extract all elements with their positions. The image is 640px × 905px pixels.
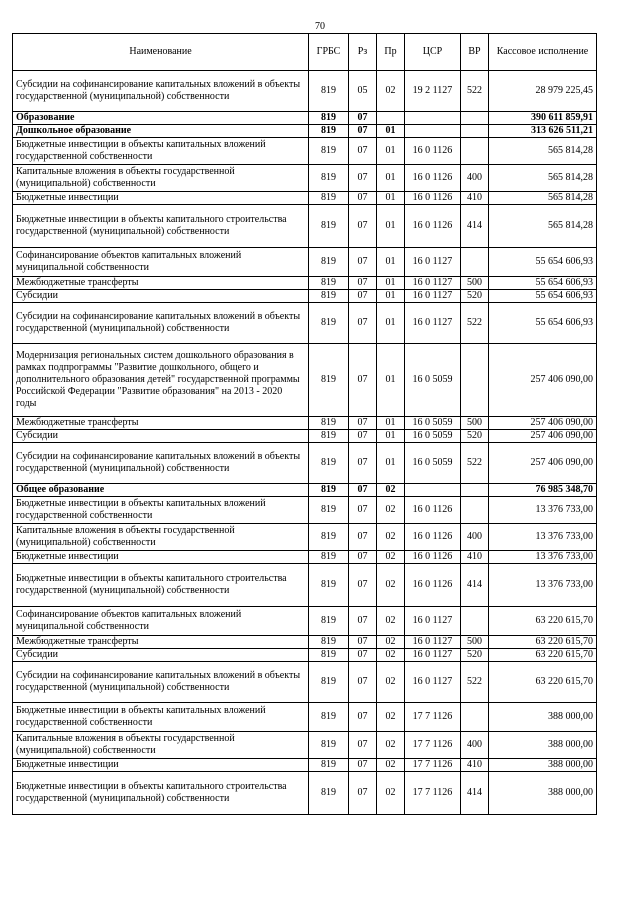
row-pr-cell: 02 <box>377 484 405 497</box>
row-grbs-cell: 819 <box>309 303 349 344</box>
table-row <box>13 192 597 205</box>
row-vr-cell <box>461 248 489 277</box>
row-rz-cell: 07 <box>349 417 377 430</box>
table-row <box>13 662 597 703</box>
row-amount-cell: 565 814,28 <box>489 192 597 205</box>
row-name-cell: Общее образование <box>13 484 309 497</box>
row-amount-cell: 257 406 090,00 <box>489 430 597 443</box>
table-row <box>13 551 597 564</box>
row-pr-cell <box>377 112 405 125</box>
row-rz-cell: 07 <box>349 649 377 662</box>
row-rz-cell: 07 <box>349 772 377 815</box>
row-grbs-cell: 819 <box>309 430 349 443</box>
row-name-cell: Субсидии на софинансирование капитальных вложений в объекты государственной (муниципальной) собственности <box>13 443 309 484</box>
row-vr-cell <box>461 125 489 138</box>
row-pr-cell: 02 <box>377 662 405 703</box>
row-csr-cell: 16 0 5059 <box>405 417 461 430</box>
row-pr-cell: 02 <box>377 607 405 636</box>
row-amount-cell: 55 654 606,93 <box>489 290 597 303</box>
table-row <box>13 607 597 636</box>
row-grbs-cell: 819 <box>309 772 349 815</box>
row-grbs-cell: 819 <box>309 344 349 417</box>
row-vr-cell: 520 <box>461 430 489 443</box>
row-csr-cell: 16 0 1126 <box>405 205 461 248</box>
row-csr-cell: 16 0 1126 <box>405 192 461 205</box>
row-csr-cell: 16 0 1127 <box>405 290 461 303</box>
row-name-cell: Субсидии на софинансирование капитальных вложений в объекты государственной (муниципальной) собственности <box>13 71 309 112</box>
row-rz-cell: 07 <box>349 636 377 649</box>
row-name-cell: Софинансирование объектов капитальных вложений муниципальной собственности <box>13 248 309 277</box>
table-row <box>13 417 597 430</box>
row-grbs-cell: 819 <box>309 564 349 607</box>
row-grbs-cell: 819 <box>309 192 349 205</box>
row-rz-cell: 07 <box>349 248 377 277</box>
table-row <box>13 564 597 607</box>
row-vr-cell: 414 <box>461 772 489 815</box>
row-amount-cell: 55 654 606,93 <box>489 303 597 344</box>
row-rz-cell: 07 <box>349 205 377 248</box>
row-rz-cell: 07 <box>349 497 377 524</box>
row-csr-cell: 16 0 1127 <box>405 303 461 344</box>
row-csr-cell: 16 0 1127 <box>405 649 461 662</box>
row-vr-cell: 520 <box>461 290 489 303</box>
row-pr-cell: 01 <box>377 430 405 443</box>
row-csr-cell: 16 0 1126 <box>405 138 461 165</box>
row-grbs-cell: 819 <box>309 248 349 277</box>
row-grbs-cell: 819 <box>309 649 349 662</box>
row-grbs-cell: 819 <box>309 524 349 551</box>
row-pr-cell: 01 <box>377 248 405 277</box>
row-pr-cell: 02 <box>377 732 405 759</box>
row-amount-cell: 13 376 733,00 <box>489 497 597 524</box>
table-row <box>13 205 597 248</box>
row-vr-cell: 520 <box>461 649 489 662</box>
row-rz-cell: 07 <box>349 112 377 125</box>
row-vr-cell <box>461 484 489 497</box>
row-rz-cell: 07 <box>349 430 377 443</box>
row-pr-cell: 01 <box>377 344 405 417</box>
row-amount-cell: 28 979 225,45 <box>489 71 597 112</box>
table-row <box>13 732 597 759</box>
row-pr-cell: 01 <box>377 417 405 430</box>
row-csr-cell: 16 0 5059 <box>405 430 461 443</box>
row-grbs-cell: 819 <box>309 497 349 524</box>
row-name-cell: Межбюджетные трансферты <box>13 636 309 649</box>
row-csr-cell: 16 0 1126 <box>405 165 461 192</box>
row-vr-cell <box>461 112 489 125</box>
row-pr-cell: 02 <box>377 564 405 607</box>
row-grbs-cell: 819 <box>309 138 349 165</box>
row-amount-cell: 13 376 733,00 <box>489 524 597 551</box>
row-vr-cell: 414 <box>461 564 489 607</box>
row-rz-cell: 07 <box>349 732 377 759</box>
row-rz-cell: 07 <box>349 344 377 417</box>
row-csr-cell: 16 0 5059 <box>405 443 461 484</box>
row-pr-cell: 02 <box>377 703 405 732</box>
table-row <box>13 290 597 303</box>
row-amount-cell: 257 406 090,00 <box>489 443 597 484</box>
header-rz: Рз <box>349 34 377 71</box>
row-csr-cell <box>405 112 461 125</box>
row-pr-cell: 01 <box>377 443 405 484</box>
row-vr-cell: 414 <box>461 205 489 248</box>
row-grbs-cell: 819 <box>309 759 349 772</box>
row-vr-cell: 410 <box>461 759 489 772</box>
row-pr-cell: 02 <box>377 71 405 112</box>
table-row <box>13 636 597 649</box>
row-pr-cell: 01 <box>377 138 405 165</box>
table-row <box>13 138 597 165</box>
row-name-cell: Субсидии <box>13 649 309 662</box>
row-name-cell: Бюджетные инвестиции в объекты капитальных вложений государственной собственности <box>13 703 309 732</box>
row-rz-cell: 07 <box>349 484 377 497</box>
table-row <box>13 303 597 344</box>
row-name-cell: Капитальные вложения в объекты государственной (муниципальной) собственности <box>13 732 309 759</box>
row-amount-cell: 388 000,00 <box>489 759 597 772</box>
row-rz-cell: 07 <box>349 759 377 772</box>
row-name-cell: Бюджетные инвестиции в объекты капитального строительства государственной (муниципальной) собственности <box>13 772 309 815</box>
row-csr-cell: 16 0 5059 <box>405 344 461 417</box>
row-csr-cell: 17 7 1126 <box>405 703 461 732</box>
row-grbs-cell: 819 <box>309 662 349 703</box>
table-row <box>13 248 597 277</box>
row-amount-cell: 313 626 511,21 <box>489 125 597 138</box>
row-amount-cell: 257 406 090,00 <box>489 344 597 417</box>
row-name-cell: Бюджетные инвестиции <box>13 551 309 564</box>
row-rz-cell: 07 <box>349 551 377 564</box>
row-rz-cell: 07 <box>349 277 377 290</box>
row-pr-cell: 02 <box>377 759 405 772</box>
header-vr: ВР <box>461 34 489 71</box>
row-name-cell: Софинансирование объектов капитальных вложений муниципальной собственности <box>13 607 309 636</box>
row-amount-cell: 257 406 090,00 <box>489 417 597 430</box>
row-csr-cell: 16 0 1127 <box>405 248 461 277</box>
row-vr-cell <box>461 138 489 165</box>
row-amount-cell: 388 000,00 <box>489 772 597 815</box>
table-row <box>13 112 597 125</box>
row-csr-cell: 16 0 1127 <box>405 636 461 649</box>
row-name-cell: Субсидии <box>13 430 309 443</box>
row-name-cell: Субсидии на софинансирование капитальных вложений в объекты государственной (муниципальной) собственности <box>13 303 309 344</box>
row-grbs-cell: 819 <box>309 71 349 112</box>
header-pr: Пр <box>377 34 405 71</box>
table-header-row <box>13 34 597 71</box>
row-pr-cell: 01 <box>377 125 405 138</box>
row-pr-cell: 02 <box>377 551 405 564</box>
table-row <box>13 649 597 662</box>
row-rz-cell: 07 <box>349 703 377 732</box>
row-rz-cell: 07 <box>349 443 377 484</box>
row-grbs-cell: 819 <box>309 703 349 732</box>
row-name-cell: Бюджетные инвестиции в объекты капитального строительства государственной (муниципальной) собственности <box>13 564 309 607</box>
row-amount-cell: 55 654 606,93 <box>489 277 597 290</box>
row-pr-cell: 01 <box>377 303 405 344</box>
row-csr-cell: 17 7 1126 <box>405 759 461 772</box>
row-amount-cell: 565 814,28 <box>489 165 597 192</box>
budget-execution-table <box>12 33 597 815</box>
row-vr-cell: 522 <box>461 443 489 484</box>
row-pr-cell: 01 <box>377 277 405 290</box>
row-amount-cell: 388 000,00 <box>489 703 597 732</box>
row-csr-cell: 16 0 1126 <box>405 497 461 524</box>
row-csr-cell: 16 0 1126 <box>405 524 461 551</box>
row-vr-cell <box>461 344 489 417</box>
table-row <box>13 759 597 772</box>
row-vr-cell: 522 <box>461 662 489 703</box>
row-pr-cell: 01 <box>377 192 405 205</box>
row-amount-cell: 390 611 859,91 <box>489 112 597 125</box>
row-name-cell: Бюджетные инвестиции в объекты капитальных вложений государственной собственности <box>13 497 309 524</box>
row-rz-cell: 07 <box>349 607 377 636</box>
row-amount-cell: 13 376 733,00 <box>489 564 597 607</box>
row-pr-cell: 01 <box>377 165 405 192</box>
row-rz-cell: 07 <box>349 564 377 607</box>
page-number: 70 <box>315 21 325 32</box>
row-rz-cell: 07 <box>349 165 377 192</box>
table-row <box>13 125 597 138</box>
row-rz-cell: 07 <box>349 662 377 703</box>
table-row <box>13 71 597 112</box>
row-rz-cell: 05 <box>349 71 377 112</box>
table-body <box>13 71 597 815</box>
table-row <box>13 277 597 290</box>
row-pr-cell: 02 <box>377 497 405 524</box>
row-pr-cell: 02 <box>377 649 405 662</box>
row-amount-cell: 76 985 348,70 <box>489 484 597 497</box>
table-row <box>13 344 597 417</box>
row-vr-cell <box>461 607 489 636</box>
row-csr-cell <box>405 125 461 138</box>
row-vr-cell: 410 <box>461 551 489 564</box>
row-vr-cell: 522 <box>461 71 489 112</box>
row-rz-cell: 07 <box>349 524 377 551</box>
row-name-cell: Межбюджетные трансферты <box>13 277 309 290</box>
row-csr-cell: 16 0 1126 <box>405 551 461 564</box>
row-grbs-cell: 819 <box>309 165 349 192</box>
row-name-cell: Модернизация региональных систем дошкольного образования в рамках подпрограммы "Развитие дошкольного, общего и дополнительного образования детей" государственной программы Российской Федерации "Развитие образования" на 2013 - 2020 годы <box>13 344 309 417</box>
row-csr-cell: 17 7 1126 <box>405 732 461 759</box>
row-name-cell: Бюджетные инвестиции в объекты капитального строительства государственной (муниципальной) собственности <box>13 205 309 248</box>
header-amount: Кассовое исполнение <box>489 34 597 71</box>
table-row <box>13 443 597 484</box>
header-grbs: ГРБС <box>309 34 349 71</box>
table-row <box>13 524 597 551</box>
row-amount-cell: 55 654 606,93 <box>489 248 597 277</box>
row-amount-cell: 565 814,28 <box>489 205 597 248</box>
row-vr-cell: 500 <box>461 417 489 430</box>
row-vr-cell: 400 <box>461 732 489 759</box>
table-row <box>13 772 597 815</box>
table-row <box>13 703 597 732</box>
table-row <box>13 497 597 524</box>
row-rz-cell: 07 <box>349 290 377 303</box>
row-amount-cell: 63 220 615,70 <box>489 649 597 662</box>
row-grbs-cell: 819 <box>309 290 349 303</box>
row-amount-cell: 388 000,00 <box>489 732 597 759</box>
row-amount-cell: 63 220 615,70 <box>489 607 597 636</box>
row-vr-cell: 522 <box>461 303 489 344</box>
row-grbs-cell: 819 <box>309 112 349 125</box>
row-pr-cell: 02 <box>377 636 405 649</box>
row-grbs-cell: 819 <box>309 484 349 497</box>
row-grbs-cell: 819 <box>309 636 349 649</box>
row-grbs-cell: 819 <box>309 277 349 290</box>
row-csr-cell: 16 0 1126 <box>405 564 461 607</box>
row-pr-cell: 02 <box>377 524 405 551</box>
row-vr-cell: 410 <box>461 192 489 205</box>
row-vr-cell: 500 <box>461 277 489 290</box>
row-rz-cell: 07 <box>349 138 377 165</box>
row-vr-cell <box>461 703 489 732</box>
header-name: Наименование <box>13 34 309 71</box>
row-grbs-cell: 819 <box>309 732 349 759</box>
row-csr-cell: 17 7 1126 <box>405 772 461 815</box>
row-amount-cell: 565 814,28 <box>489 138 597 165</box>
row-name-cell: Образование <box>13 112 309 125</box>
row-grbs-cell: 819 <box>309 551 349 564</box>
row-csr-cell <box>405 484 461 497</box>
row-name-cell: Межбюджетные трансферты <box>13 417 309 430</box>
row-rz-cell: 07 <box>349 192 377 205</box>
row-vr-cell <box>461 497 489 524</box>
row-name-cell: Капитальные вложения в объекты государственной (муниципальной) собственности <box>13 524 309 551</box>
row-csr-cell: 16 0 1127 <box>405 607 461 636</box>
row-grbs-cell: 819 <box>309 205 349 248</box>
row-name-cell: Субсидии на софинансирование капитальных вложений в объекты государственной (муниципальной) собственности <box>13 662 309 703</box>
row-grbs-cell: 819 <box>309 607 349 636</box>
row-amount-cell: 63 220 615,70 <box>489 636 597 649</box>
row-amount-cell: 63 220 615,70 <box>489 662 597 703</box>
row-grbs-cell: 819 <box>309 443 349 484</box>
row-vr-cell: 400 <box>461 524 489 551</box>
row-name-cell: Бюджетные инвестиции <box>13 759 309 772</box>
row-grbs-cell: 819 <box>309 125 349 138</box>
row-amount-cell: 13 376 733,00 <box>489 551 597 564</box>
row-name-cell: Капитальные вложения в объекты государственной (муниципальной) собственности <box>13 165 309 192</box>
table-row <box>13 165 597 192</box>
table-row <box>13 430 597 443</box>
row-vr-cell: 400 <box>461 165 489 192</box>
row-csr-cell: 16 0 1127 <box>405 662 461 703</box>
row-vr-cell: 500 <box>461 636 489 649</box>
row-name-cell: Субсидии <box>13 290 309 303</box>
row-csr-cell: 16 0 1127 <box>405 277 461 290</box>
header-csr: ЦСР <box>405 34 461 71</box>
row-name-cell: Бюджетные инвестиции <box>13 192 309 205</box>
row-rz-cell: 07 <box>349 303 377 344</box>
row-pr-cell: 01 <box>377 205 405 248</box>
row-pr-cell: 02 <box>377 772 405 815</box>
row-name-cell: Бюджетные инвестиции в объекты капитальных вложений государственной собственности <box>13 138 309 165</box>
table-row <box>13 484 597 497</box>
row-rz-cell: 07 <box>349 125 377 138</box>
row-name-cell: Дошкольное образование <box>13 125 309 138</box>
row-pr-cell: 01 <box>377 290 405 303</box>
row-grbs-cell: 819 <box>309 417 349 430</box>
row-csr-cell: 19 2 1127 <box>405 71 461 112</box>
